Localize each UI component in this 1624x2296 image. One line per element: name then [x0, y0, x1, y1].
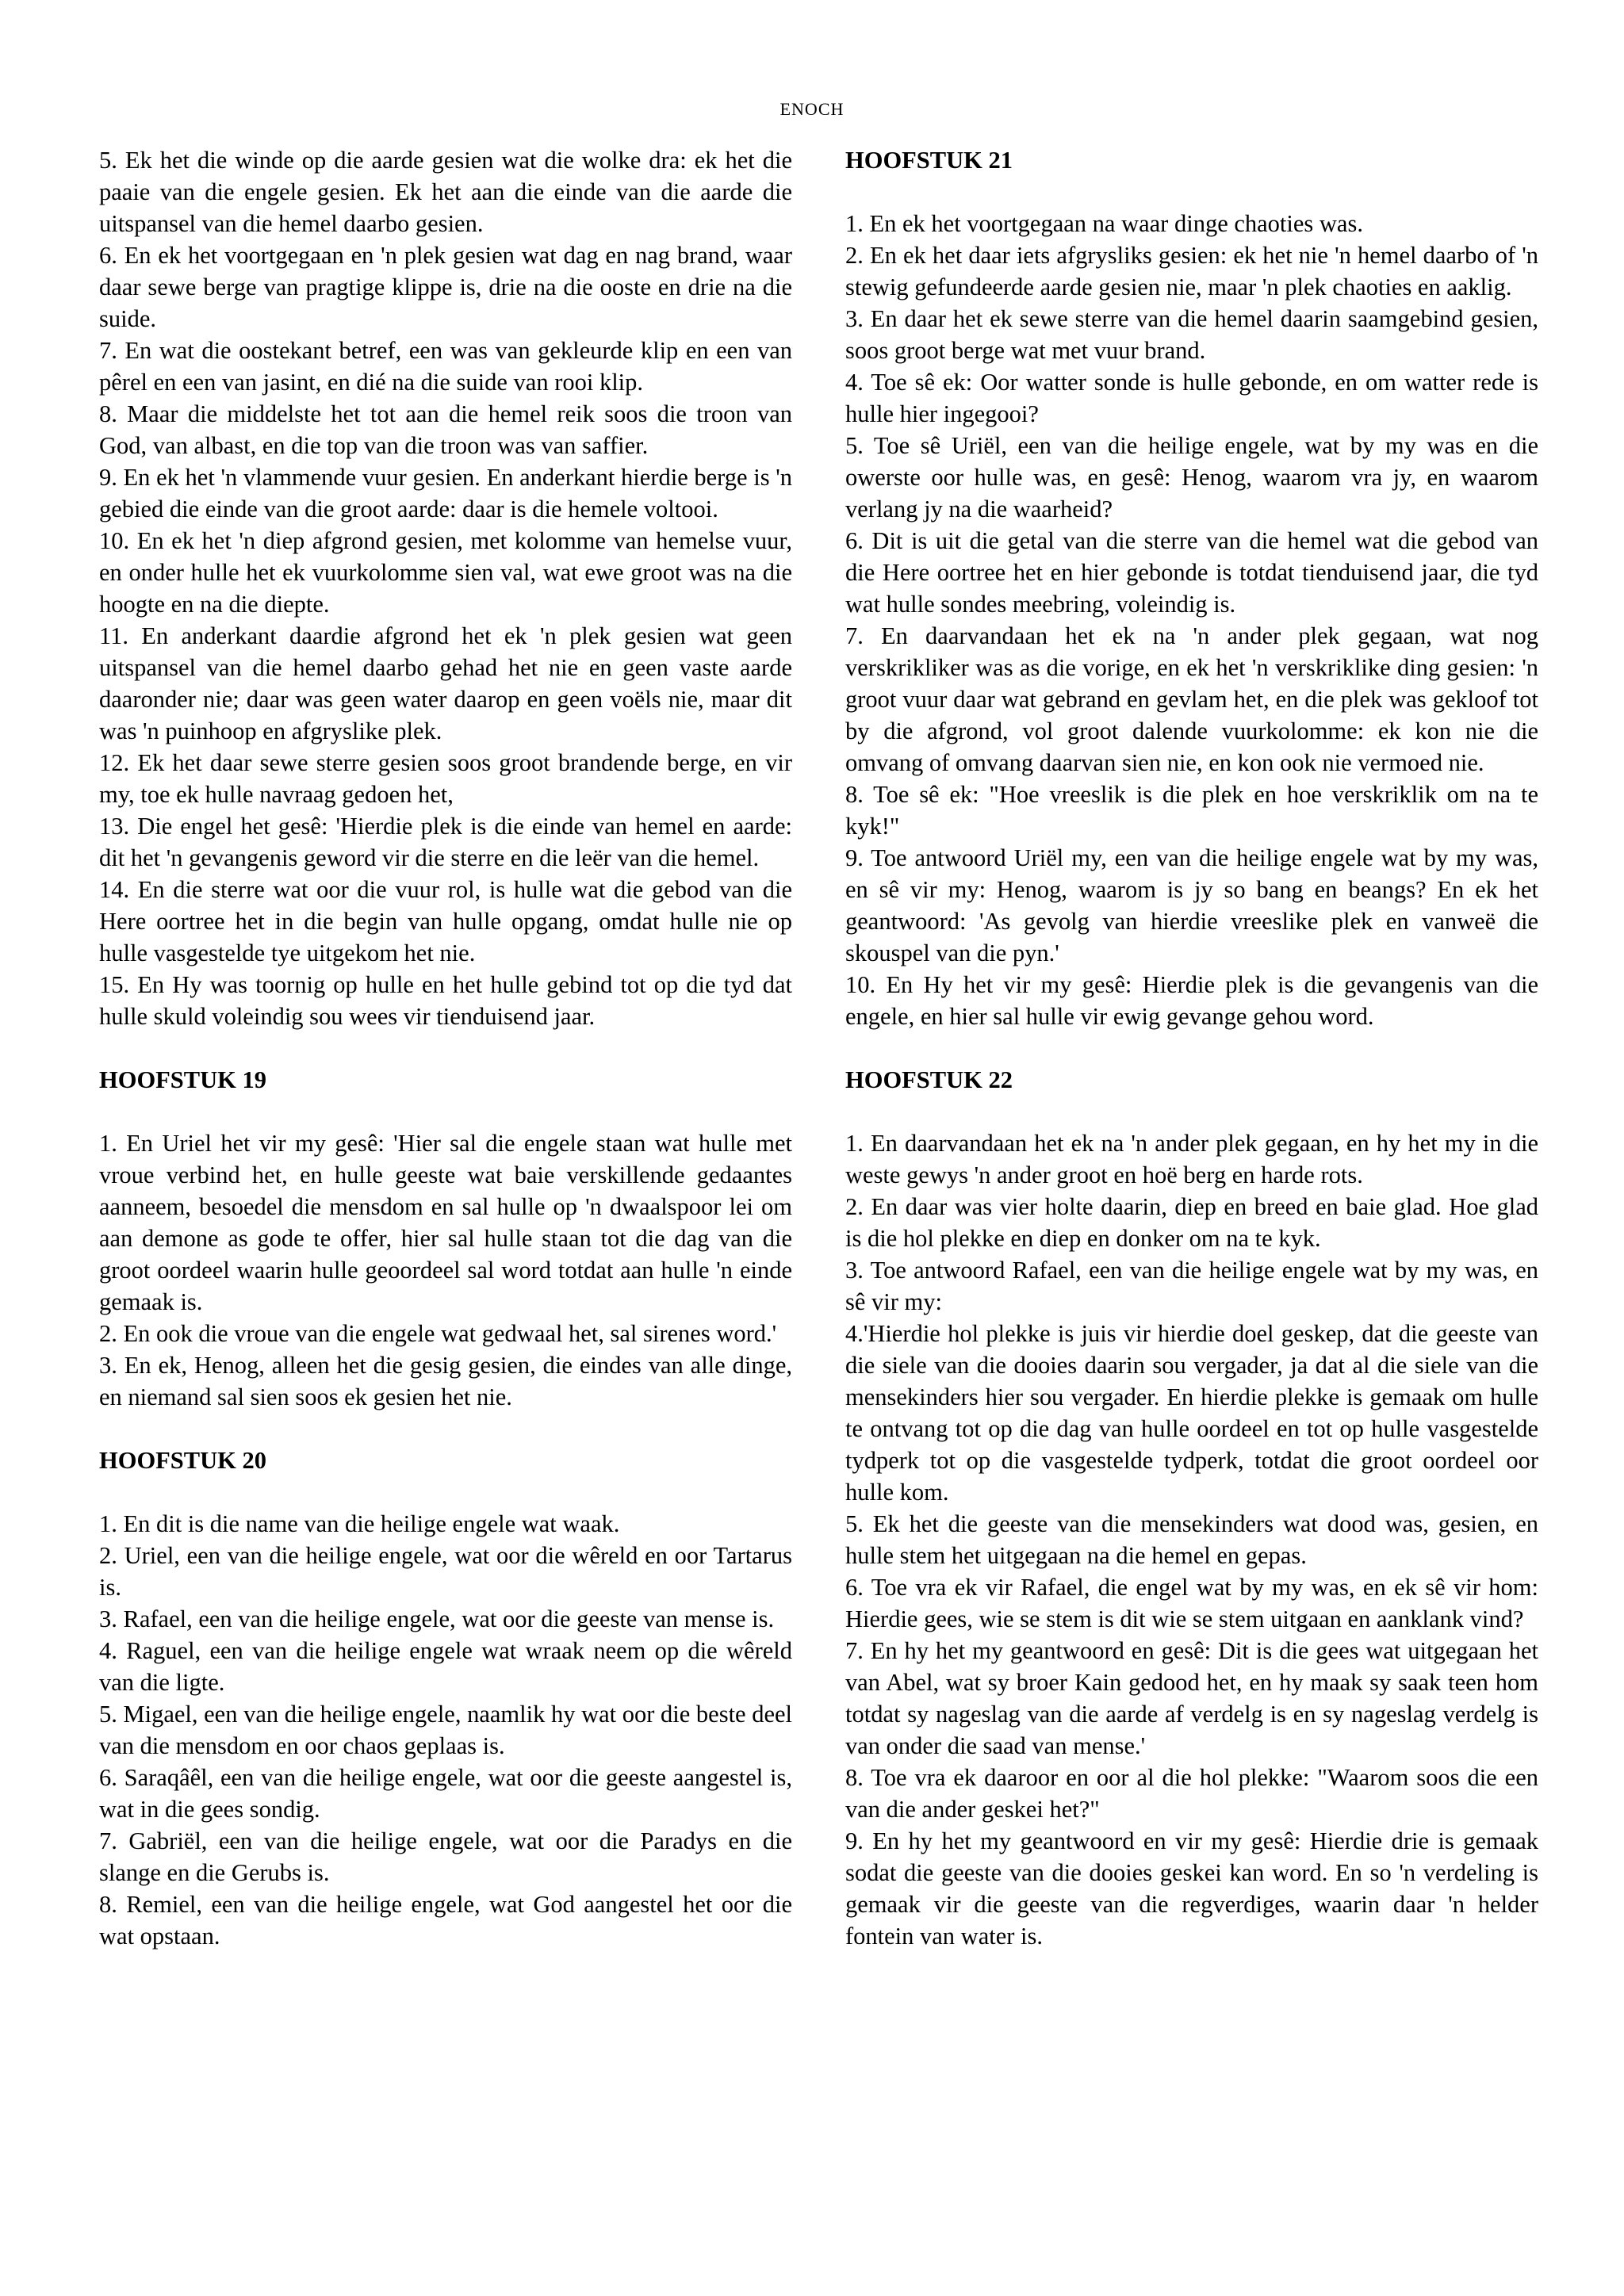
verse: 3. En ek, Henog, alleen het die gesig gesien, die eindes van alle dinge, en niemand sal sien soos ek gesien het nie. [99, 1352, 792, 1410]
verse: 9. Toe antwoord Uriël my, een van die heilige engele wat by my was, en sê vir my: Henog, waarom is jy so bang en beangs? En ek het geantwoord: 'As gevolg van hierdie vreeslike plek en vanweë die skouspel van die pyn.' [845, 844, 1538, 966]
verse: 4.'Hierdie hol plekke is juis vir hierdie doel geskep, dat die geeste van die siele van die dooies daarin sou vergader, ja dat al die siele van die mensekinders hier sou vergader. En hierdie plekke is gemaak om hulle te ontvang tot op die dag van hulle oordeel en tot op hulle vasgestelde tydperk tot op die vasgestelde tydperk, totdat die groot oordeel oor hulle kom. [845, 1320, 1538, 1506]
spacer [845, 1032, 1538, 1064]
right-block-1 [845, 208, 1538, 1032]
verse: 11. En anderkant daardie afgrond het ek 'n plek gesien wat geen uitspansel van die hemel daarbo gehad het nie en geen vaste aarde daaronder nie; daar was geen water daarop en geen voëls nie, maar dit was 'n puinhoop en afgryslike plek. [99, 622, 792, 744]
verse: 2. En ook die vroue van die engele wat gedwaal het, sal sirenes word.' [99, 1320, 777, 1347]
verse: 1. En dit is die name van die heilige engele wat waak. [99, 1510, 620, 1537]
left-block-1 [99, 144, 792, 1032]
verse: 13. Die engel het gesê: 'Hierdie plek is die einde van hemel en aarde: dit het 'n gevangenis geword vir die sterre en die leër van die hemel. [99, 813, 792, 871]
verse: 7. En hy het my geantwoord en gesê: Dit is die gees wat uitgegaan het van Abel, wat sy broer Kain gedood het, en hy maak sy saak teen hom totdat sy nageslag van die aarde af verdelg is en sy nageslag verdelg is van onder die saad van mense.' [845, 1637, 1538, 1759]
left-column [99, 144, 792, 1952]
spacer [845, 1096, 1538, 1127]
verse: 5. Migael, een van die heilige engele, naamlik hy wat oor die beste deel van die mensdom en oor chaos geplaas is. [99, 1701, 793, 1759]
verse: 5. Ek het die winde op die aarde gesien wat die wolke dra: ek het die paaie van die engele gesien. Ek het aan die einde van die aarde die uitspansel van die hemel daarbo gesien. [99, 147, 792, 237]
verse: 1. En Uriel het vir my gesê: 'Hier sal die engele staan wat hulle met vroue verbind het, en hulle geeste wat baie verskillende gedaantes aanneem, besoedel die mensdom en sal hulle op 'n dwaalspoor lei om aan demone as gode te offer, hier sal hulle staan tot die dag van die groot oordeel waarin hulle geoordeel sal word totdat aan hulle 'n einde gemaak is. [99, 1130, 792, 1315]
spacer [99, 1032, 792, 1064]
verse: 8. Toe sê ek: "Hoe vreeslik is die plek en hoe verskriklik om na te kyk!" [845, 781, 1538, 840]
right-column [845, 144, 1538, 1952]
verse: 2. Uriel, een van die heilige engele, wat oor die wêreld en oor Tartarus is. [99, 1542, 792, 1601]
verse: 10. En ek het 'n diep afgrond gesien, met kolomme van hemelse vuur, en onder hulle het ek vuurkolomme sien val, wat ewe groot was na die hoogte en na die diepte. [99, 527, 792, 618]
verse: 5. Ek het die geeste van die mensekinders wat dood was, gesien, en hulle stem het uitgegaan na die hemel en gepas. [845, 1510, 1538, 1569]
verse: 10. En Hy het vir my gesê: Hierdie plek is die gevangenis van die engele, en hier sal hulle vir ewig gevange gehou word. [845, 971, 1538, 1030]
verse: 1. En daarvandaan het ek na 'n ander plek gegaan, en hy het my in die weste gewys 'n ander groot en hoë berg en harde rots. [845, 1130, 1538, 1188]
verse: 6. En ek het voortgegaan en 'n plek gesien wat dag en nag brand, waar daar sewe berge van pragtige klippe is, drie na die ooste en drie na die suide. [99, 242, 792, 332]
verse: 1. En ek het voortgegaan na waar dinge chaoties was. [845, 210, 1363, 237]
spacer [99, 1413, 792, 1445]
verse: 9. En ek het 'n vlammende vuur gesien. En anderkant hierdie berge is 'n gebied die einde van die groot aarde: daar is die hemele voltooi. [99, 464, 792, 522]
verse: 5. Toe sê Uriël, een van die heilige engele, wat by my was en die owerste oor hulle was, en gesê: Henog, waarom vra jy, en waarom verlang jy na die waarheid? [845, 432, 1538, 522]
verse: 3. Rafael, een van die heilige engele, wat oor die geeste van mense is. [99, 1605, 775, 1632]
verse: 7. En daarvandaan het ek na 'n ander plek gegaan, wat nog verskrikliker was as die vorige, en ek het 'n verskriklike ding gesien: 'n groot vuur daar wat gebrand en gevlam het, en die plek was gekloof tot by die afgrond, vol groot dalende vuurkolomme: ek kon nie die omvang of omvang daarvan sien nie, en kon ook nie vermoed nie. [845, 622, 1538, 776]
left-block-2 [99, 1127, 792, 1413]
verse: 6. Saraqâêl, een van die heilige engele, wat oor die geeste aangestel is, wat in die gees sondig. [99, 1764, 792, 1823]
verse: 12. Ek het daar sewe sterre gesien soos groot brandende berge, en vir my, toe ek hulle navraag gedoen het, [99, 749, 792, 808]
verse: 6. Toe vra ek vir Rafael, die engel wat by my was, en ek sê vir hom: Hierdie gees, wie se stem is dit wie se stem uitgaan en aanklank vind? [845, 1574, 1538, 1632]
chapter-heading-22: HOOFSTUK 22 [845, 1066, 1013, 1093]
chapter-heading-19: HOOFSTUK 19 [99, 1066, 266, 1093]
verse: 8. Remiel, een van die heilige engele, wat God aangestel het oor die wat opstaan. [99, 1891, 792, 1950]
verse: 2. En daar was vier holte daarin, diep en breed en baie glad. Hoe glad is die hol plekke en diep en donker om na te kyk. [845, 1193, 1538, 1252]
verse: 3. En daar het ek sewe sterre van die hemel daarin saamgebind gesien, soos groot berge wat met vuur brand. [845, 305, 1538, 364]
chapter-heading-21: HOOFSTUK 21 [845, 147, 1013, 174]
verse: 15. En Hy was toornig op hulle en het hulle gebind tot op die tyd dat hulle skuld voleindig sou wees vir tienduisend jaar. [99, 971, 792, 1030]
verse: 6. Dit is uit die getal van die sterre van die hemel wat die gebod van die Here oortree het en hier gebonde is totdat tienduisend jaar, die tyd wat hulle sondes meebring, voleindig is. [845, 527, 1538, 618]
verse: 4. Raguel, een van die heilige engele wat wraak neem op die wêreld van die ligte. [99, 1637, 792, 1696]
verse: 2. En ek het daar iets afgrysliks gesien: ek het nie 'n hemel daarbo of 'n stewig gefundeerde aarde gesien nie, maar 'n plek chaoties en aaklig. [845, 242, 1538, 300]
verse: 9. En hy het my geantwoord en vir my gesê: Hierdie drie is gemaak sodat die geeste van die dooies geskei kan word. En so 'n verdeling is gemaak vir die geeste van die regverdiges, waarin daar 'n helder fontein van water is. [845, 1827, 1538, 1950]
spacer [845, 176, 1538, 208]
left-block-3 [99, 1508, 792, 1952]
verse: 4. Toe sê ek: Oor watter sonde is hulle gebonde, en om watter rede is hulle hier ingegooi? [845, 369, 1538, 427]
spacer [99, 1096, 792, 1127]
running-header: ENOCH [779, 99, 845, 119]
spacer [99, 1476, 792, 1508]
verse: 14. En die sterre wat oor die vuur rol, is hulle wat die gebod van die Here oortree het in die begin van hulle opgang, omdat hulle nie op hulle vasgestelde tye uitgekom het nie. [99, 876, 792, 966]
verse: 8. Maar die middelste het tot aan die hemel reik soos die troon van God, van albast, en die top van die troon was van saffier. [99, 400, 792, 459]
verse: 7. En wat die oostekant betref, een was van gekleurde klip en een van pêrel en een van jasint, en dié na die suide van rooi klip. [99, 337, 792, 396]
right-block-2 [845, 1127, 1538, 1952]
verse: 8. Toe vra ek daaroor en oor al die hol plekke: "Waarom soos die een van die ander geskei het?" [845, 1764, 1538, 1823]
chapter-heading-20: HOOFSTUK 20 [99, 1447, 266, 1474]
verse: 7. Gabriël, een van die heilige engele, wat oor die Paradys en die slange en die Gerubs is. [99, 1827, 792, 1886]
verse: 3. Toe antwoord Rafael, een van die heilige engele wat by my was, en sê vir my: [845, 1257, 1538, 1315]
